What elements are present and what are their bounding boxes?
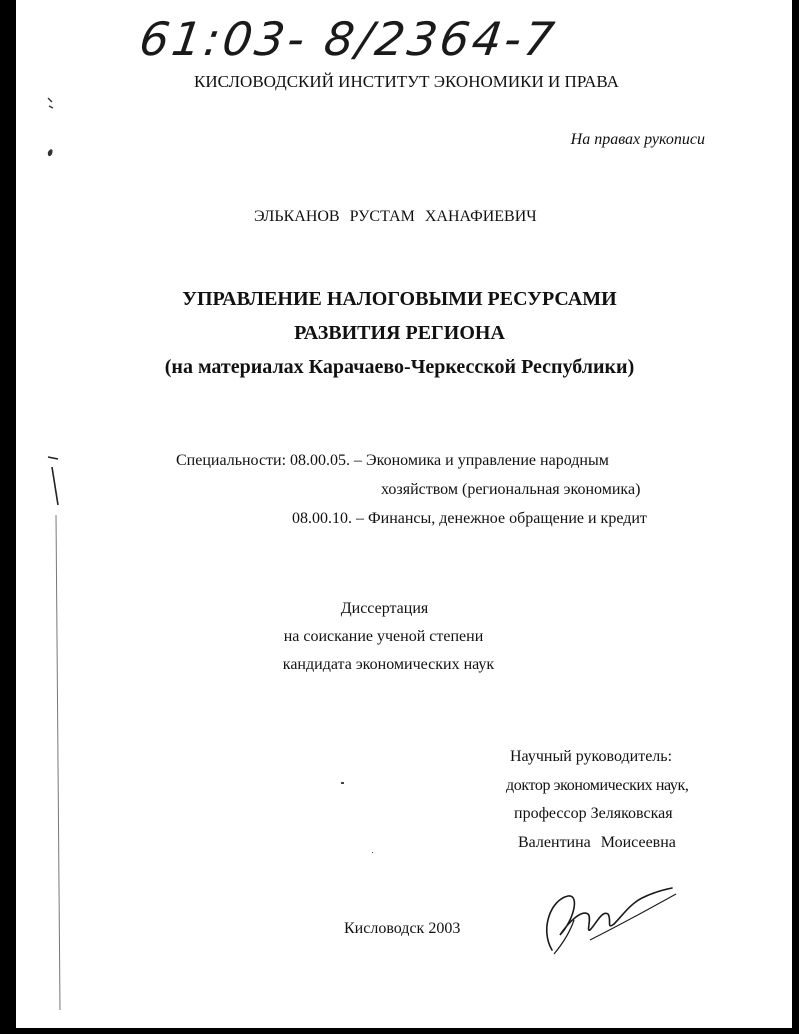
specialty-line-3: 08.00.10. – Финансы, денежное обращение и кредит xyxy=(292,510,647,527)
specialty-line-1: Специальности: 08.00.05. – Экономика и управление народным xyxy=(176,452,609,469)
dissertation-line-3: кандидата экономических наук xyxy=(282,656,495,673)
handwritten-catalog-number: 61:03- 8/2364-7 xyxy=(136,12,561,66)
city-year: Кисловодск 2003 xyxy=(344,920,461,937)
title-line-2: РАЗВИТИЯ РЕГИОНА xyxy=(294,322,505,344)
margin-scratch-line xyxy=(46,455,64,1015)
scan-speck xyxy=(372,852,373,853)
specialty-line-2: хозяйством (региональная экономика) xyxy=(381,481,641,498)
dissertation-line-2: на соискание ученой степени xyxy=(283,628,484,645)
title-line-3: (на материалах Карачаево-Черкесской Республики) xyxy=(164,356,635,378)
supervisor-signature xyxy=(530,880,680,970)
scan-right-border xyxy=(792,0,799,1034)
manuscript-note: На правах рукописи xyxy=(570,131,705,148)
supervisor-degree: доктор экономических наук, xyxy=(506,777,689,794)
author-name: ЭЛЬКАНОВ РУСТАМ ХАНАФИЕВИЧ xyxy=(254,208,537,225)
supervisor-given-names: Валентина Моисеевна xyxy=(518,834,676,851)
institute-name: КИСЛОВОДСКИЙ ИНСТИТУТ ЭКОНОМИКИ И ПРАВА xyxy=(194,72,619,91)
dissertation-line-1: Диссертация xyxy=(340,600,429,617)
supervisor-title-surname: профессор Зеляковская xyxy=(514,805,673,822)
scan-left-border xyxy=(0,0,16,1034)
scan-bottom-border xyxy=(0,1028,799,1034)
title-line-1: УПРАВЛЕНИЕ НАЛОГОВЫМИ РЕСУРСАМИ xyxy=(182,288,617,310)
scan-speck xyxy=(341,782,344,784)
supervisor-heading: Научный руководитель: xyxy=(510,748,673,765)
margin-specks xyxy=(44,96,60,166)
